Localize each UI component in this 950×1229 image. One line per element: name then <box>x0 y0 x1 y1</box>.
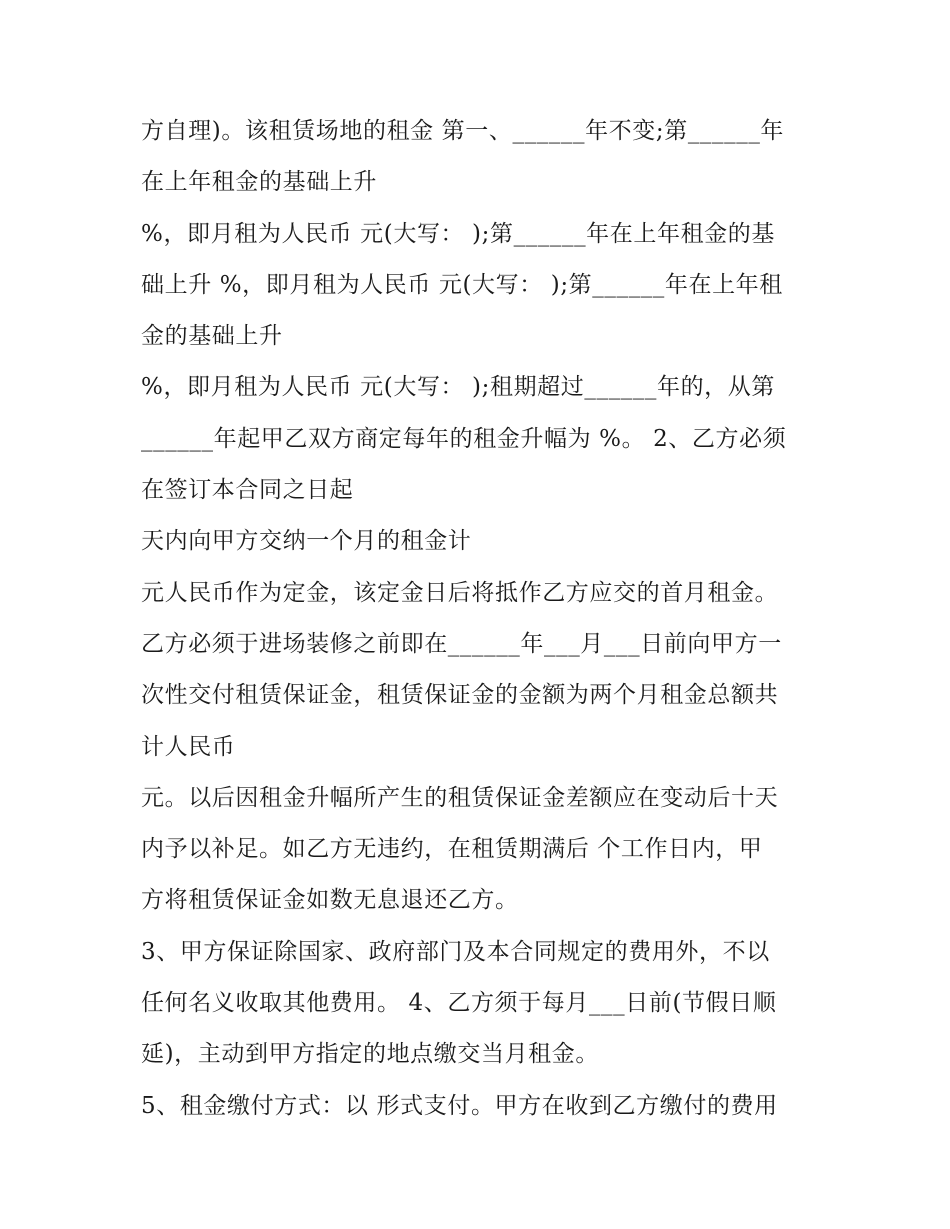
text-line: 任何名义收取其他费用。 4、乙方须于每月___日前(节假日顺 <box>141 990 777 1017</box>
text-line: 元。以后因租金升幅所产生的租赁保证金差额应在变动后十天 <box>141 784 779 811</box>
text-line: %，即月租为人民币 元(大写： );第______年在上年租金的基 <box>141 220 775 247</box>
text-line: ______年起甲乙双方商定每年的租金升幅为 %。 2、乙方必须 <box>141 425 787 452</box>
text-line: 方将租赁保证金如数无息退还乙方。 <box>141 887 519 914</box>
text-line: 次性交付租赁保证金，租赁保证金的金额为两个月租金总额共 <box>141 682 779 709</box>
text-line: 5、租金缴付方式：以 形式支付。甲方在收到乙方缴付的费用 <box>141 1092 778 1119</box>
text-line: 天内向甲方交纳一个月的租金计 <box>141 528 472 555</box>
contract-text <box>141 106 821 1132</box>
text-line: 内予以补足。如乙方无违约，在租赁期满后 个工作日内，甲 <box>141 836 763 863</box>
text-line: 乙方必须于进场装修之前即在______年___月___日前向甲方一 <box>141 630 782 657</box>
text-line: 在上年租金的基础上升 <box>141 169 377 196</box>
text-line: 延)，主动到甲方指定的地点缴交当月租金。 <box>141 1041 599 1068</box>
text-line: 3、甲方保证除国家、政府部门及本合同规定的费用外，不以 <box>141 938 770 965</box>
text-line: 金的基础上升 <box>141 323 283 350</box>
text-line: 方自理)。该租赁场地的租金 第一、______年不变;第______年 <box>141 118 785 144</box>
text-line: 元人民币作为定金，该定金日后将抵作乙方应交的首月租金。 <box>141 579 779 606</box>
text-line: 础上升 %，即月租为人民币 元(大写： );第______年在上年租 <box>141 271 783 298</box>
text-line: 计人民币 <box>141 733 236 760</box>
text-line: %，即月租为人民币 元(大写： );租期超过______年的，从第 <box>141 374 775 401</box>
text-line: 在签订本合同之日起 <box>141 477 354 504</box>
